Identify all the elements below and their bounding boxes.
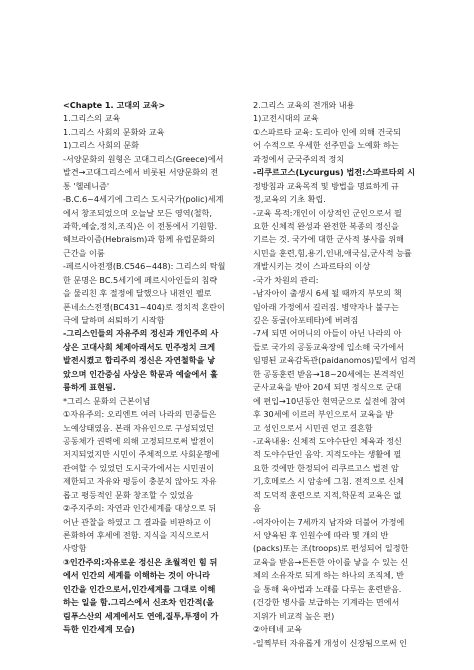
right-column-line: 음 [253, 503, 261, 514]
right-column-line: -7세 되면 어머니의 아들이 아닌 나라의 아 [253, 328, 402, 339]
right-column-line: 교육을 받음→튼튼한 아이를 낳을 수 있는 신 [253, 556, 409, 567]
right-column-line: 기르는 것. 국가에 대한 군사적 봉사를 위해 [253, 234, 404, 245]
left-column-line: 롭고 평등적인 문화 창조할 수 있었음 [63, 489, 194, 500]
right-column-line: 1)고전시대의 교육 [253, 113, 319, 124]
left-column-line: 상은 고대사회 체제아래서도 민주정치 크게 [63, 341, 216, 352]
right-column-line: 요한 신체적 완성과 완전한 복종의 정신을 [253, 220, 399, 231]
left-column-line: 사랑함 [63, 543, 87, 554]
left-column-line: 극에 달하며 쇠퇴하기 시작함 [63, 315, 165, 325]
left-column-line: ①자유주의: 오리엔트 여러 나라의 민중들은 [63, 409, 217, 420]
left-column-line: -B.C.6~4세기에 그리스 도시국가(polic)세계 [63, 194, 224, 205]
right-column-line: 정방침과 교육목적 및 방법을 명료하게 규 [253, 180, 399, 191]
right-column-line: 정,교육의 기초 확립. [253, 194, 326, 205]
left-column-line: <Chapte 1. 고대의 교육> [63, 100, 166, 110]
left-column-line: 발전시켰고 합리주의 정신은 자연철학을 낳 [63, 355, 216, 366]
right-column-line: ①스파르타 교육: 도리아 인에 의해 건국되 [253, 126, 401, 137]
left-column-line: 통 '헬레니즘' [63, 180, 110, 191]
right-column-line: 서 양육된 후 인원수에 따라 몇 개의 반 [253, 530, 389, 540]
right-column-line: -리쿠르고스(Lycurgus) 법전:스파르타의 시 [253, 167, 416, 178]
left-column-line: 을 물리친 후 절정에 달했으나 내전인 펠로 [63, 288, 212, 299]
left-column-line: 헤브라이즘(Hebraism)과 함께 유럽문화의 [63, 234, 215, 245]
right-column-line: 에 편입→10년동안 현역군으로 실전에 참여 [253, 395, 406, 406]
right-column-line: (packs)또는 조(troops)로 편성되어 일정한 [253, 543, 409, 554]
right-column-line: ②아테네 교육 [253, 624, 302, 635]
left-column-line: 과학,예술,정치,조직)은 이 전통에서 기원함. [63, 220, 218, 231]
left-column-line: *그리스 문화의 근본이념 [63, 395, 151, 406]
right-column-line: 시민을 훈련,힘,용기,인내,애국심,군사적 능률 [253, 247, 412, 258]
right-column-line: (건강한 병사를 보급하는 기계라는 면에서 [253, 597, 400, 608]
right-column-line: -여자아이는 7세까지 남자와 더불어 가정에 [253, 516, 405, 527]
right-column-line: -남자아이 출생시 6세 될 때까지 부모의 책 [253, 288, 402, 299]
right-column-line: -일찍부터 자유롭게 개성이 신장됨으로써 인 [253, 637, 407, 648]
left-column-line: 어난 관찰을 하였고 그 결과를 비판하고 이 [63, 516, 212, 527]
right-column-line: 체의 소유자로 되게 하는 하나의 조직체, 반 [253, 570, 404, 581]
right-column-line: 고 성인으로서 시민권 얻고 결혼함 [253, 422, 373, 433]
left-column-line: 근간을 이룸 [63, 247, 105, 258]
left-column-line: 제한되고 자유와 평등이 충분치 않아도 자유 [63, 476, 217, 487]
left-column-line: 에서 인간의 세계를 이해하는 것이 아니라 [63, 570, 211, 581]
right-column-line: 지위가 비교적 높은 편) [253, 610, 335, 621]
right-column-line: 개발시키는 것이 스파르타의 이상 [253, 261, 371, 272]
left-column-line: -그리스인들의 자유주의 정신과 개인주의 사 [63, 328, 219, 339]
left-column-line: 았으며 인간중심 사상은 학문과 예술에서 훌 [63, 368, 218, 379]
right-column-line: 군사교육을 받아 20세 되면 정식으로 군대 [253, 382, 402, 393]
left-column-line: 인간을 인간으로서,인간세계를 그대로 이해 [63, 583, 216, 594]
left-column-line: ②주지주의: 자연과 인간세계를 대상으로 뒤 [63, 503, 217, 514]
left-column-line: 림푸스산의 세계에서도 연애,질투,투쟁이 가 [63, 610, 219, 621]
left-column-line: 1.그리스의 교육 [63, 113, 121, 124]
right-column-line: 2.그리스 교육의 전개와 내용 [253, 100, 355, 110]
left-column [63, 99, 246, 637]
left-column-line: 론화하여 후세에 전함. 지식을 지식으로서 [63, 530, 209, 540]
right-column-line: 을 통해 육아법과 노래를 다루는 훈련받음. [253, 583, 402, 594]
right-column-line: -국가 차원의 관리: [253, 274, 319, 285]
right-column-line: 기,호메로스 시 암송에 그침. 전적으로 신체 [253, 476, 404, 487]
right-column-line: 임아래 가정에서 길러짐. 병약자나 불구는 [253, 301, 399, 312]
left-column-line: -페르시아전쟁(B.C546~448): 그리스의 탁월 [63, 261, 226, 272]
left-column-line: 1.그리스 사회의 문화와 교육 [63, 126, 165, 137]
left-column-line: 노예상태였음. 본래 자유인으로 구성되었던 [63, 422, 215, 433]
right-column-line: 적 도야수단인 음악. 지적도야는 생활에 필 [253, 449, 402, 460]
right-column-line: 후 30세에 이르러 부인으로서 교육을 받 [253, 409, 394, 420]
left-column-line: 공동체가 권력에 의해 고정되므로써 발전이 [63, 435, 215, 446]
right-column-line: 요한 것에만 한정되어 리쿠르고스 법전 암 [253, 462, 399, 473]
left-column-line: ③인간주의:자유로운 정신은 초월적인 힘 뒤 [63, 556, 218, 567]
right-column [253, 99, 435, 650]
right-column-line: 어 수적으로 우세한 선주민을 노예화 하는 [253, 140, 399, 151]
left-column-line: -서양문화의 원형은 고대그리스(Greece)에서 [63, 153, 224, 164]
left-column-line: 관여할 수 있었던 도시국가에서는 시민권이 [63, 462, 215, 473]
right-column-line: 적 도덕적 훈련으로 지적,학문적 교육은 없 [253, 489, 402, 500]
right-column-line: 깊은 동굴(아포테타)에 버려짐 [253, 315, 359, 325]
left-column-line: 에서 창조되었으며 오늘날 모든 영역(철학, [63, 207, 212, 218]
right-column-line: -교육내용: 신체적 도야수단인 체육과 정신 [253, 435, 402, 446]
left-column-line: 폰네소스전쟁(BC431~404)로 정치적 혼란이 [63, 301, 225, 312]
right-column-line: 한 공동훈련 받음→18~20세에는 본격적인 [253, 368, 405, 379]
left-column-line: 한 문명은 BC.5세기에 페르시아인들의 침략 [63, 274, 218, 285]
left-column-line: 저지되었지만 시민이 주체적으로 사회운행에 [63, 449, 220, 460]
right-column-line: 과정에서 군국주의적 정치 [253, 153, 345, 164]
right-column-line: 들로 국가의 공동교육장에 입소해 국가에서 [253, 341, 405, 352]
left-column-line: 1)그리스 사회의 문화 [63, 140, 140, 151]
right-column-line: 임명된 교육감독관(paidanomos)밑에서 엄격 [253, 355, 416, 366]
left-column-line: 하는 일을 함.그리스에서 신조차 인간적(올 [63, 597, 214, 608]
right-column-line: -교육 목적:개인이 이상적인 군인으로서 필 [253, 207, 402, 218]
left-column-line: 륭하게 표현됨. [63, 382, 116, 393]
left-column-line: 발견→고대그리스에서 비롯된 서양문화의 전 [63, 167, 219, 178]
left-column-line: 득한 인간세계 모습) [63, 624, 135, 635]
